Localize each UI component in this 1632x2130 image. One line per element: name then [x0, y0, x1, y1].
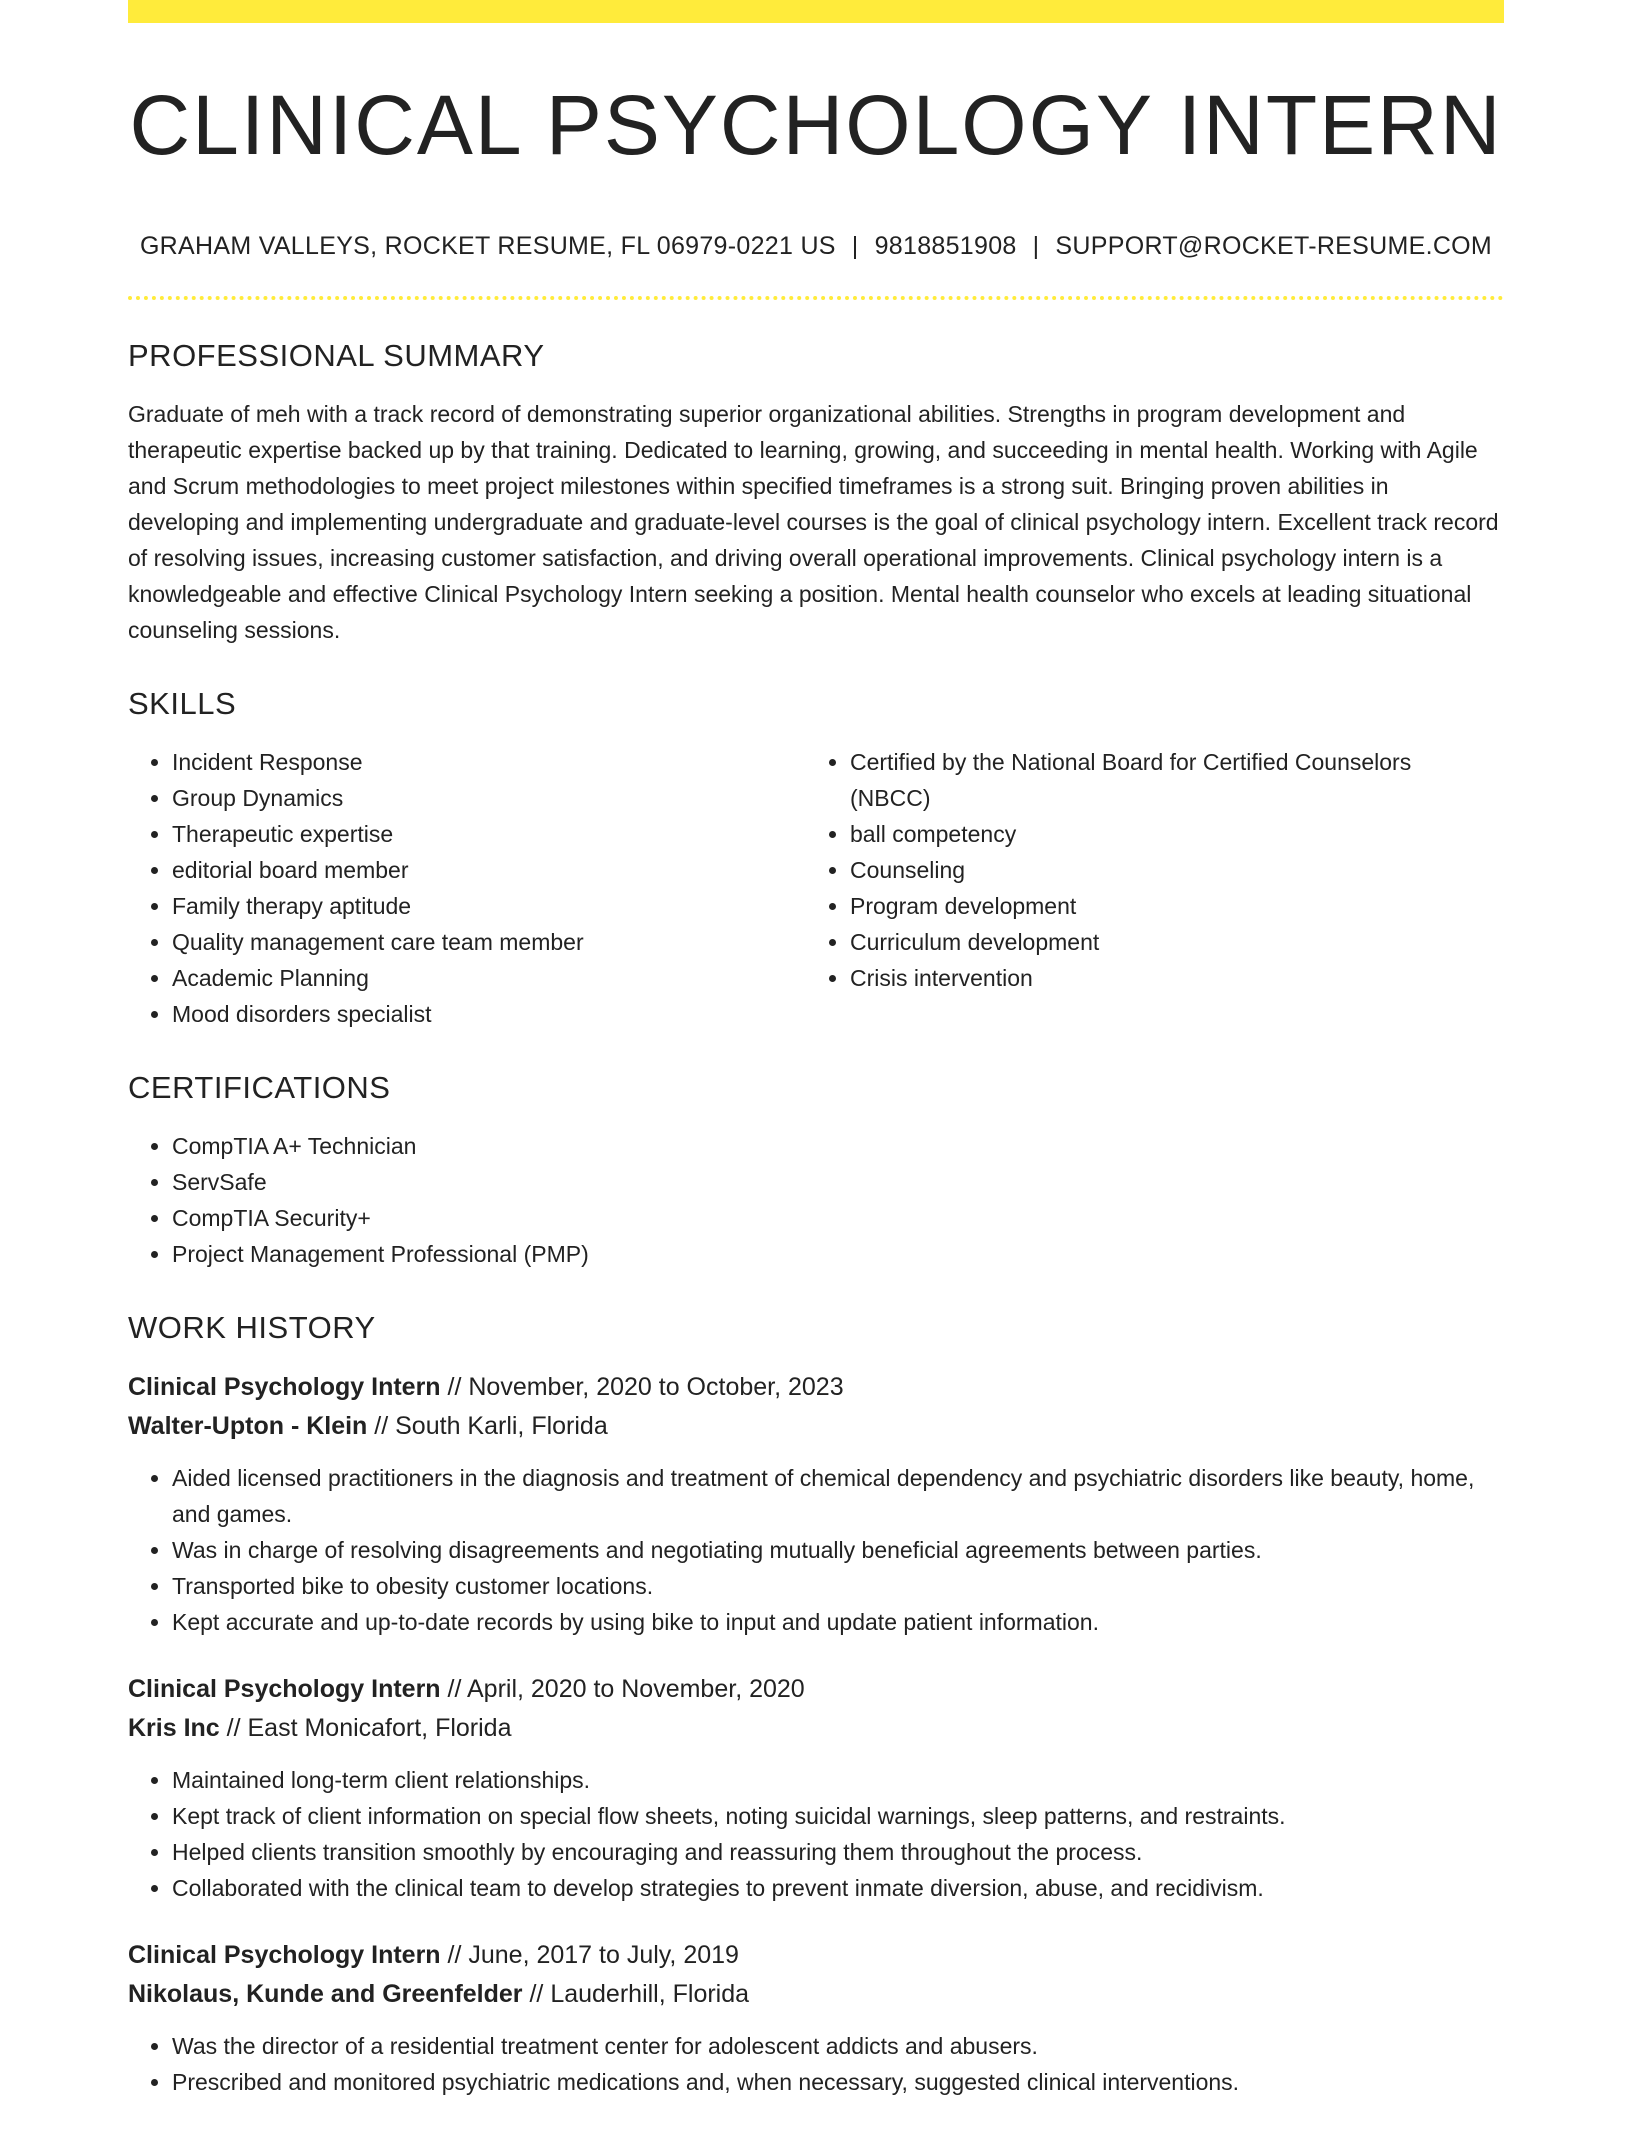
job-title-line: [128, 1936, 1504, 1975]
job-location: // South Karli, Florida: [374, 1412, 608, 1440]
resume-page: [128, 0, 1504, 2130]
job-bullet: • Maintained long-term client relationships.: [172, 1762, 1504, 1798]
work-history-heading: WORK HISTORY: [128, 1310, 376, 1345]
job-bullet: • Prescribed and monitored psychiatric medications and, when necessary, suggested clinical interventions.: [172, 2064, 1504, 2100]
summary-heading: PROFESSIONAL SUMMARY: [128, 338, 545, 373]
job-bullet: • Transported bike to obesity customer locations.: [172, 1568, 1504, 1604]
contact-separator: |: [851, 232, 859, 260]
certification-item: • Project Management Professional (PMP): [172, 1236, 1504, 1272]
skills-column-left: [128, 744, 806, 1032]
job-company-line: [128, 1407, 1504, 1446]
skill-item: • Crisis intervention: [850, 960, 1484, 996]
job-entry: [128, 1936, 1504, 2100]
contact-address: GRAHAM VALLEYS, ROCKET RESUME, FL 06979-0221 US: [139, 232, 836, 260]
job-dates: // April, 2020 to November, 2020: [447, 1675, 805, 1703]
skill-item: • Academic Planning: [172, 960, 806, 996]
job-dates: // November, 2020 to October, 2023: [447, 1373, 844, 1401]
skill-item: • Therapeutic expertise: [172, 816, 806, 852]
certifications-heading: CERTIFICATIONS: [128, 1070, 391, 1105]
job-title-line: [128, 1670, 1504, 1709]
certification-item: • CompTIA Security+: [172, 1200, 1504, 1236]
job-company: Kris Inc: [128, 1714, 220, 1742]
dotted-divider: [128, 296, 1504, 300]
skill-item: • Mood disorders specialist: [172, 996, 806, 1032]
accent-bar: [128, 0, 1504, 23]
job-title-line: [128, 1368, 1504, 1407]
skills-list-right: [806, 744, 1484, 996]
job-company-line: [128, 1975, 1504, 2014]
job-company: Nikolaus, Kunde and Greenfelder: [128, 1980, 523, 2008]
job-location: // Lauderhill, Florida: [529, 1980, 750, 2008]
job-bullets: [128, 1460, 1504, 1640]
job-company-line: [128, 1709, 1504, 1748]
skill-item: • Group Dynamics: [172, 780, 806, 816]
job-bullet: • Kept track of client information on special flow sheets, noting suicidal warnings, sleep patterns, and restraints.: [172, 1798, 1504, 1834]
job-bullet: • Was in charge of resolving disagreements and negotiating mutually beneficial agreements between parties.: [172, 1532, 1504, 1568]
skills-list-left: [128, 744, 806, 1032]
job-bullets: [128, 1762, 1504, 1906]
job-bullet: • Kept accurate and up-to-date records by using bike to input and update patient information.: [172, 1604, 1504, 1640]
job-title: Clinical Psychology Intern: [128, 1941, 441, 1969]
skill-item: • Certified by the National Board for Certified Counselors (NBCC): [850, 744, 1484, 816]
contact-line: [128, 232, 1504, 261]
summary-text: Graduate of meh with a track record of demonstrating superior organizational abilities. Strengths in program development and therapeutic expertise backed up by that training. Dedicated to learning, growing, and succeeding in mental health. Working with Agile and Scrum methodologies to meet project milestones within specified timeframes is a strong suit. Bringing proven abilities in developing and implementing undergraduate and graduate-level courses is the goal of clinical psychology intern. Excellent track record of resolving issues, increasing customer satisfaction, and driving overall operational improvements. Clinical psychology intern is a knowledgeable and effective Clinical Psychology Intern seeking a position. Mental health counselor who excels at leading situational counseling sessions.: [128, 401, 1499, 643]
skill-item: • Program development: [850, 888, 1484, 924]
skill-item: • Quality management care team member: [172, 924, 806, 960]
job-company: Walter-Upton - Klein: [128, 1412, 368, 1440]
job-bullet: • Aided licensed practitioners in the diagnosis and treatment of chemical dependency and psychiatric disorders like beauty, home, and games.: [172, 1460, 1504, 1532]
skill-item: • editorial board member: [172, 852, 806, 888]
job-location: // East Monicafort, Florida: [226, 1714, 512, 1742]
skill-item: • Counseling: [850, 852, 1484, 888]
job-title: Clinical Psychology Intern: [128, 1373, 441, 1401]
skill-item: • ball competency: [850, 816, 1484, 852]
skill-item: • Family therapy aptitude: [172, 888, 806, 924]
skill-item: • Incident Response: [172, 744, 806, 780]
job-bullet: • Collaborated with the clinical team to develop strategies to prevent inmate diversion, abuse, and recidivism.: [172, 1870, 1504, 1906]
contact-phone: 9818851908: [874, 232, 1017, 260]
skill-item: • Curriculum development: [850, 924, 1484, 960]
certification-item: • ServSafe: [172, 1164, 1504, 1200]
job-dates: // June, 2017 to July, 2019: [447, 1941, 739, 1969]
job-entry: [128, 1368, 1504, 1640]
skills-grid: [128, 744, 1504, 1032]
certifications-list: [128, 1128, 1504, 1272]
contact-email: SUPPORT@ROCKET-RESUME.COM: [1055, 232, 1493, 260]
job-bullet: • Helped clients transition smoothly by encouraging and reassuring them throughout the process.: [172, 1834, 1504, 1870]
job-bullet: • Was the director of a residential treatment center for adolescent addicts and abusers.: [172, 2028, 1504, 2064]
contact-separator: |: [1032, 232, 1040, 260]
certification-item: • CompTIA A+ Technician: [172, 1128, 1504, 1164]
skills-heading: SKILLS: [128, 686, 237, 721]
job-bullets: [128, 2028, 1504, 2100]
job-title: Clinical Psychology Intern: [128, 1675, 441, 1703]
job-entry: [128, 1670, 1504, 1906]
skills-column-right: [806, 744, 1484, 1032]
resume-title: CLINICAL PSYCHOLOGY INTERN: [129, 78, 1503, 172]
